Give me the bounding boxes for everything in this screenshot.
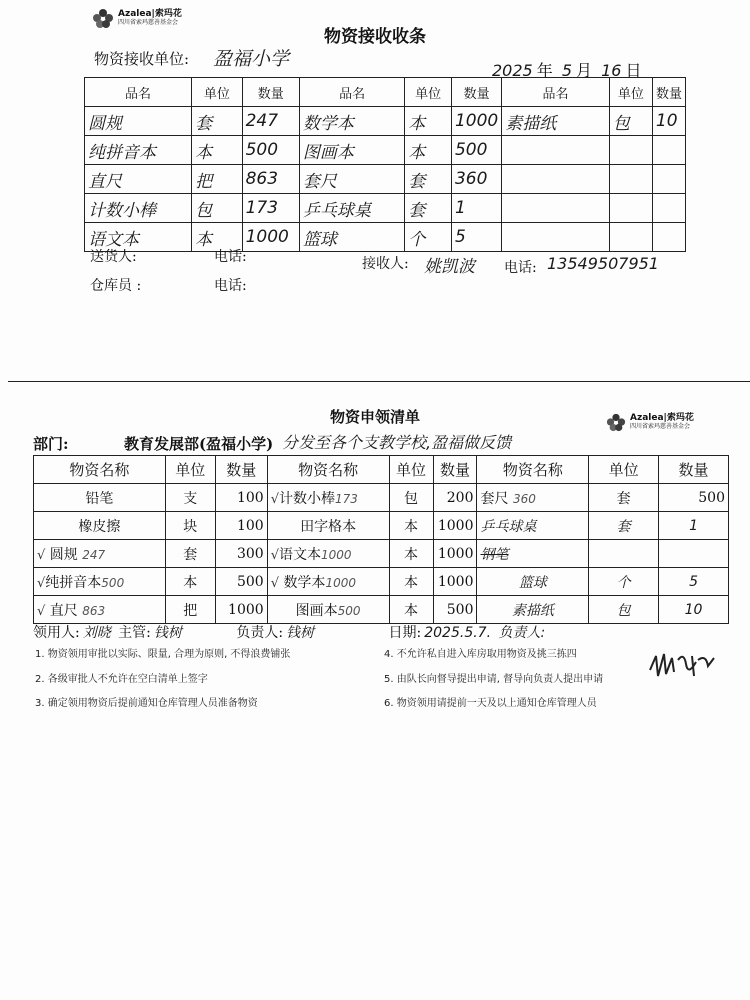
item-qty: 1000 bbox=[433, 568, 477, 596]
item-qty bbox=[652, 136, 685, 165]
header-cell: 品名 bbox=[85, 78, 192, 107]
date-label: 日期: bbox=[388, 625, 422, 641]
item-name: 套尺 bbox=[299, 165, 404, 194]
item-unit bbox=[609, 136, 652, 165]
item-qty: 500 bbox=[451, 136, 501, 165]
page-divider bbox=[8, 381, 750, 382]
item-unit: 本 bbox=[192, 223, 242, 252]
table-row bbox=[34, 484, 729, 512]
receiving-unit-label: 物资接收单位: bbox=[94, 50, 190, 68]
item-unit bbox=[609, 194, 652, 223]
item-handwritten-qty: 1000 bbox=[325, 575, 356, 590]
supervisor-label: 主管: bbox=[118, 625, 151, 641]
table-row bbox=[85, 136, 686, 165]
item-name-cell bbox=[477, 484, 589, 512]
item-name-cell bbox=[34, 512, 166, 540]
item-name: 圆规 bbox=[85, 107, 192, 136]
item-unit: 个 bbox=[405, 223, 452, 252]
header-cell: 单位 bbox=[609, 78, 652, 107]
sender-label: 送货人: bbox=[90, 249, 137, 265]
table-row bbox=[34, 512, 729, 540]
item-qty: 1000 bbox=[433, 540, 477, 568]
item-unit: 支 bbox=[165, 484, 215, 512]
item-qty bbox=[652, 194, 685, 223]
item-name: 计数小棒 bbox=[85, 194, 192, 223]
rule-note: 3. 确定领用物资后提前通知仓库管理人员准备物资 bbox=[35, 698, 258, 709]
table-row bbox=[34, 568, 729, 596]
header-cell: 品名 bbox=[502, 78, 610, 107]
table-row bbox=[85, 107, 686, 136]
item-name: 篮球 bbox=[518, 574, 547, 591]
date-day: 16 bbox=[601, 61, 622, 80]
item-name-cell bbox=[267, 596, 389, 624]
signature-line bbox=[33, 622, 548, 642]
item-name: 图画本 bbox=[295, 602, 338, 619]
item-qty: 100 bbox=[215, 484, 267, 512]
item-name: 语文本 bbox=[278, 546, 321, 563]
item-name-cell bbox=[34, 484, 166, 512]
item-name: 篮球 bbox=[299, 223, 404, 252]
header-cell: 单位 bbox=[589, 456, 659, 484]
item-name-cell bbox=[267, 568, 389, 596]
check-mark-icon: √ bbox=[270, 575, 279, 591]
item-qty: 863 bbox=[242, 165, 299, 194]
item-name bbox=[502, 136, 610, 165]
table-row bbox=[85, 165, 686, 194]
responsible-signature: 钱树 bbox=[286, 625, 315, 641]
table-row bbox=[85, 223, 686, 252]
item-qty: 1000 bbox=[451, 107, 501, 136]
table-header-row bbox=[34, 456, 729, 484]
logo-name: Azalea|索玛花 bbox=[630, 413, 694, 424]
item-name: 计数小棒 bbox=[278, 490, 335, 507]
header-cell: 物资名称 bbox=[267, 456, 389, 484]
item-unit: 包 bbox=[192, 194, 242, 223]
header-cell: 单位 bbox=[165, 456, 215, 484]
item-qty: 1 bbox=[659, 512, 729, 540]
item-name bbox=[502, 165, 610, 194]
item-unit: 块 bbox=[165, 512, 215, 540]
item-unit: 把 bbox=[192, 165, 242, 194]
item-name: 直尺 bbox=[85, 165, 192, 194]
item-unit: 个 bbox=[589, 568, 659, 596]
item-name: 乒乓球桌 bbox=[480, 518, 537, 535]
warehouse-keeper-label: 仓库员 : bbox=[90, 278, 142, 294]
item-name-cell bbox=[477, 512, 589, 540]
sender-phone-label: 电话: bbox=[214, 249, 247, 265]
table-row bbox=[85, 194, 686, 223]
item-qty: 5 bbox=[451, 223, 501, 252]
handwritten-signature-icon bbox=[648, 650, 718, 682]
check-mark-icon: √ bbox=[37, 575, 46, 591]
item-qty: 1000 bbox=[215, 596, 267, 624]
item-unit: 套 bbox=[589, 512, 659, 540]
department-handwritten-note: 分发至各个支教学校,盈福做反馈 bbox=[282, 433, 512, 452]
item-handwritten-qty: 500 bbox=[337, 603, 361, 618]
item-name: 直尺 bbox=[49, 602, 78, 619]
requisition-title: 物资申领清单 bbox=[329, 408, 420, 426]
item-handwritten-qty: 500 bbox=[101, 575, 125, 590]
header-cell: 数量 bbox=[451, 78, 501, 107]
item-unit: 套 bbox=[405, 165, 452, 194]
item-name-cell bbox=[267, 540, 389, 568]
item-qty: 500 bbox=[659, 484, 729, 512]
department-value: 教育发展部(盈福小学) bbox=[124, 435, 274, 453]
item-qty: 500 bbox=[215, 568, 267, 596]
check-mark-icon: √ bbox=[270, 491, 279, 507]
responsible-label: 负责人: bbox=[236, 625, 284, 641]
item-unit: 套 bbox=[405, 194, 452, 223]
header-cell: 单位 bbox=[192, 78, 242, 107]
item-unit: 包 bbox=[609, 107, 652, 136]
item-name bbox=[502, 223, 610, 252]
item-qty bbox=[659, 540, 729, 568]
check-mark-icon: √ bbox=[270, 547, 279, 563]
item-unit: 本 bbox=[405, 107, 452, 136]
item-qty: 200 bbox=[433, 484, 477, 512]
check-mark-icon: √ bbox=[37, 603, 46, 619]
year-unit: 年 bbox=[536, 61, 553, 80]
month-unit: 月 bbox=[576, 61, 593, 80]
receipt-table bbox=[84, 77, 686, 252]
table-row bbox=[34, 596, 729, 624]
header-cell: 数量 bbox=[433, 456, 477, 484]
item-name: 套尺 bbox=[480, 490, 509, 507]
table-row bbox=[34, 540, 729, 568]
item-unit: 本 bbox=[389, 540, 433, 568]
item-qty: 100 bbox=[215, 512, 267, 540]
item-unit: 包 bbox=[389, 484, 433, 512]
logo-subtitle: 四川省索玛慈善基金会 bbox=[118, 18, 179, 26]
receiver-signature: 姚凯波 bbox=[424, 257, 475, 277]
item-name-cell bbox=[477, 540, 589, 568]
requisition-table bbox=[33, 455, 729, 624]
item-qty: 10 bbox=[659, 596, 729, 624]
item-name: 纯拼音本 bbox=[45, 574, 102, 591]
item-name: 田字格本 bbox=[300, 518, 357, 535]
item-unit: 本 bbox=[165, 568, 215, 596]
item-unit bbox=[609, 165, 652, 194]
item-name-cell bbox=[34, 596, 166, 624]
item-qty: 500 bbox=[433, 596, 477, 624]
item-unit bbox=[589, 540, 659, 568]
logo-subtitle: 四川省索玛慈善基金会 bbox=[630, 422, 691, 430]
table-header-row bbox=[85, 78, 686, 107]
header-cell: 物资名称 bbox=[477, 456, 589, 484]
item-qty bbox=[652, 165, 685, 194]
item-name: 数学本 bbox=[299, 107, 404, 136]
rule-note: 1. 物资领用审批以实际、限量, 合理为原则, 不得浪费铺张 bbox=[35, 649, 291, 660]
item-name: 橡皮擦 bbox=[78, 518, 121, 535]
warehouse-keeper-phone-label: 电话: bbox=[214, 278, 247, 294]
date-month: 5 bbox=[561, 61, 573, 80]
item-name-cell bbox=[477, 568, 589, 596]
rule-note: 5. 由队长向督导提出申请, 督导向负责人提出申请 bbox=[384, 674, 604, 685]
item-qty: 1000 bbox=[433, 512, 477, 540]
item-qty: 173 bbox=[242, 194, 299, 223]
item-name: 钢笔 bbox=[480, 546, 509, 563]
item-name: 语文本 bbox=[85, 223, 192, 252]
item-name: 素描纸 bbox=[511, 602, 554, 619]
item-handwritten-qty: 173 bbox=[334, 491, 358, 506]
item-name: 素描纸 bbox=[502, 107, 610, 136]
supervisor-signature: 钱树 bbox=[153, 625, 182, 641]
item-name bbox=[502, 194, 610, 223]
header-cell: 数量 bbox=[659, 456, 729, 484]
item-unit: 本 bbox=[405, 136, 452, 165]
item-qty: 1000 bbox=[242, 223, 299, 252]
item-unit: 套 bbox=[589, 484, 659, 512]
item-qty: 300 bbox=[215, 540, 267, 568]
logo-name: Azalea|索玛花 bbox=[118, 9, 182, 20]
item-unit: 套 bbox=[192, 107, 242, 136]
item-name: 纯拼音本 bbox=[85, 136, 192, 165]
item-unit: 本 bbox=[389, 568, 433, 596]
department-label: 部门: bbox=[33, 435, 69, 453]
item-name: 乒乓球桌 bbox=[299, 194, 404, 223]
check-mark-icon: √ bbox=[37, 547, 46, 563]
header-cell: 单位 bbox=[405, 78, 452, 107]
page-title: 物资接收收条 bbox=[324, 27, 426, 47]
date-value: 2025.5.7. bbox=[424, 625, 492, 641]
item-unit bbox=[609, 223, 652, 252]
item-name-cell bbox=[267, 512, 389, 540]
receiver-phone: 13549507951 bbox=[547, 254, 659, 273]
item-unit: 本 bbox=[389, 596, 433, 624]
item-name-cell bbox=[34, 540, 166, 568]
item-qty: 247 bbox=[242, 107, 299, 136]
rule-note: 6. 物资领用请提前一天及以上通知仓库管理人员 bbox=[384, 698, 597, 709]
item-name: 圆规 bbox=[49, 546, 78, 563]
receiver-label: 接收人: bbox=[362, 256, 409, 272]
item-unit: 套 bbox=[165, 540, 215, 568]
receiver-phone-label: 电话: bbox=[504, 260, 537, 276]
item-name: 数学本 bbox=[283, 574, 326, 591]
item-name-cell bbox=[477, 596, 589, 624]
item-handwritten-qty: 247 bbox=[82, 547, 106, 562]
item-name-cell bbox=[267, 484, 389, 512]
responsible-label-handwritten: 负责人: bbox=[498, 625, 546, 641]
item-handwritten-qty: 360 bbox=[512, 491, 536, 506]
item-qty: 500 bbox=[242, 136, 299, 165]
item-qty: 10 bbox=[652, 107, 685, 136]
header-cell: 数量 bbox=[652, 78, 685, 107]
item-unit: 把 bbox=[165, 596, 215, 624]
header-cell: 单位 bbox=[389, 456, 433, 484]
item-qty: 1 bbox=[451, 194, 501, 223]
item-qty bbox=[652, 223, 685, 252]
item-name: 铅笔 bbox=[85, 490, 114, 507]
date-year: 2025 bbox=[492, 61, 533, 80]
rule-note: 4. 不允许私自进入库房取用物资及挑三拣四 bbox=[384, 649, 577, 660]
header-cell: 品名 bbox=[299, 78, 404, 107]
item-handwritten-qty: 1000 bbox=[320, 547, 352, 562]
receiving-unit-value: 盈福小学 bbox=[213, 48, 290, 70]
rule-note: 2. 各级审批人不允许在空白清单上签字 bbox=[35, 674, 208, 685]
header-cell: 数量 bbox=[215, 456, 267, 484]
item-name-cell bbox=[34, 568, 166, 596]
item-name: 图画本 bbox=[299, 136, 404, 165]
applicant-label: 领用人: bbox=[33, 625, 80, 641]
day-unit: 日 bbox=[625, 61, 642, 80]
header-cell: 数量 bbox=[242, 78, 299, 107]
item-qty: 360 bbox=[451, 165, 501, 194]
header-cell: 物资名称 bbox=[34, 456, 166, 484]
item-unit: 本 bbox=[192, 136, 242, 165]
item-unit: 包 bbox=[589, 596, 659, 624]
applicant-signature: 刘晓 bbox=[82, 625, 111, 641]
item-unit: 本 bbox=[389, 512, 433, 540]
item-handwritten-qty: 863 bbox=[82, 603, 106, 618]
item-qty: 5 bbox=[659, 568, 729, 596]
